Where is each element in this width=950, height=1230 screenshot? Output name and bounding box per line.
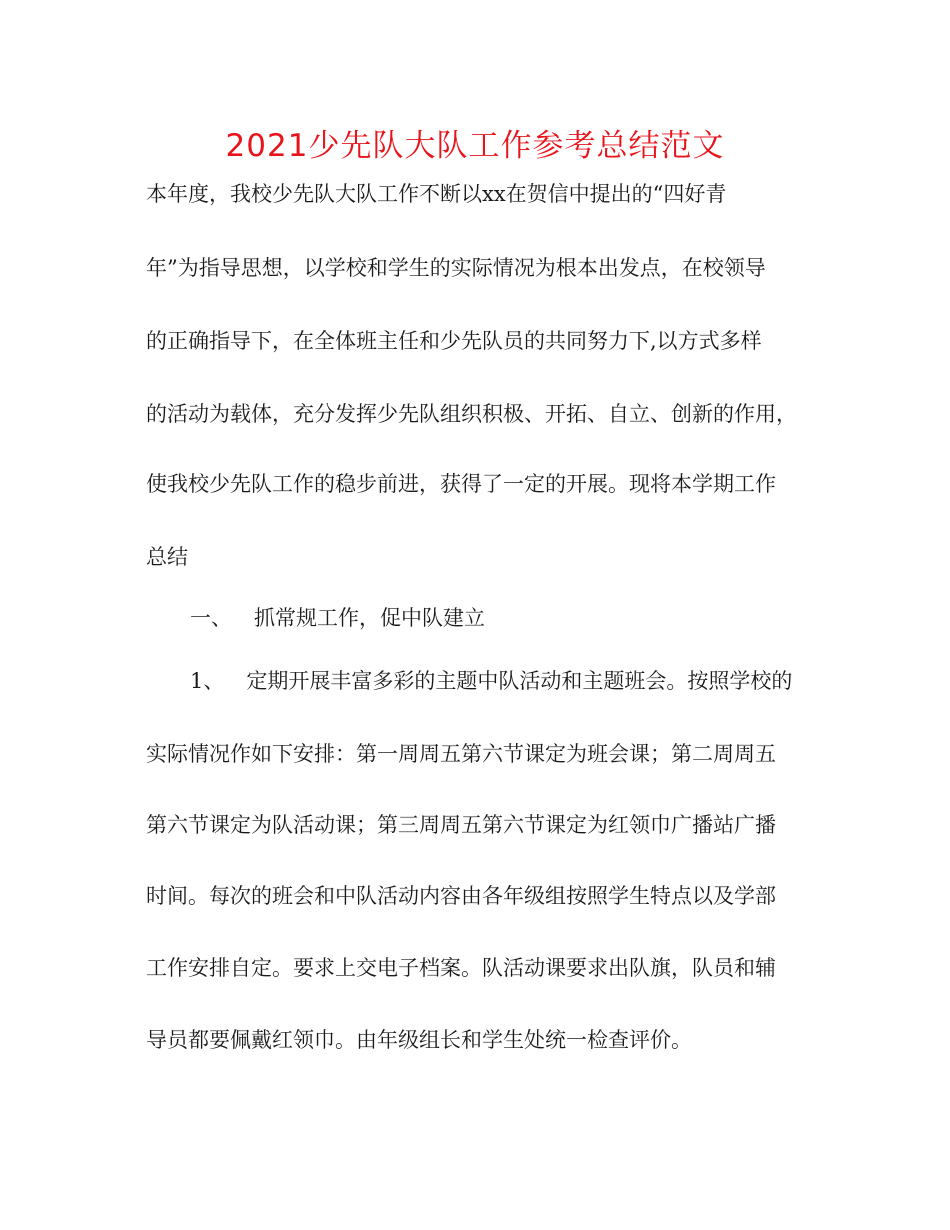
paragraph-line: 使我校少先队工作的稳步前进，获得了一定的开展。现将本学期工作: [146, 472, 776, 496]
list-item-first-line: [190, 666, 792, 696]
section-text: 抓常规工作，促中队建立: [254, 606, 485, 630]
paragraph-line: 年”为指导思想，以学校和学生的实际情况为根本出发点，在校领导: [146, 256, 766, 280]
paragraph-line: 第六节课定为队活动课；第三周周五第六节课定为红领巾广播站广播: [146, 813, 776, 837]
paragraph-line: 的正确指导下，在全体班主任和少先队员的共同努力下,以方式多样: [146, 329, 762, 353]
paragraph-line: 时间。每次的班会和中队活动内容由各年级组按照学生特点以及学部: [146, 884, 776, 908]
paragraph-line: 实际情况作如下安排：第一周周五第六节课定为班会课；第二周周五: [146, 742, 776, 766]
paragraph-line: 总结: [146, 545, 188, 569]
paragraph-line: 工作安排自定。要求上交电子档案。队活动课要求出队旗，队员和辅: [146, 956, 776, 980]
paragraph-line: 本年度，我校少先队大队工作不断以xx在贺信中提出的“四好青: [146, 182, 727, 206]
item-text: 定期开展丰富多彩的主题中队活动和主题班会。按照学校的: [246, 669, 793, 693]
paragraph-line: 导员都要佩戴红领巾。由年级组长和学生处统一检查评价。: [146, 1028, 692, 1052]
document-title: 2021少先队大队工作参考总结范文: [225, 128, 725, 164]
section-heading: [190, 603, 485, 633]
paragraph-line: 的活动为载体，充分发挥少先队组织积极、开拓、自立、创新的作用，: [146, 402, 797, 426]
section-number: 一、: [190, 606, 232, 630]
item-number: 1、: [190, 669, 225, 693]
